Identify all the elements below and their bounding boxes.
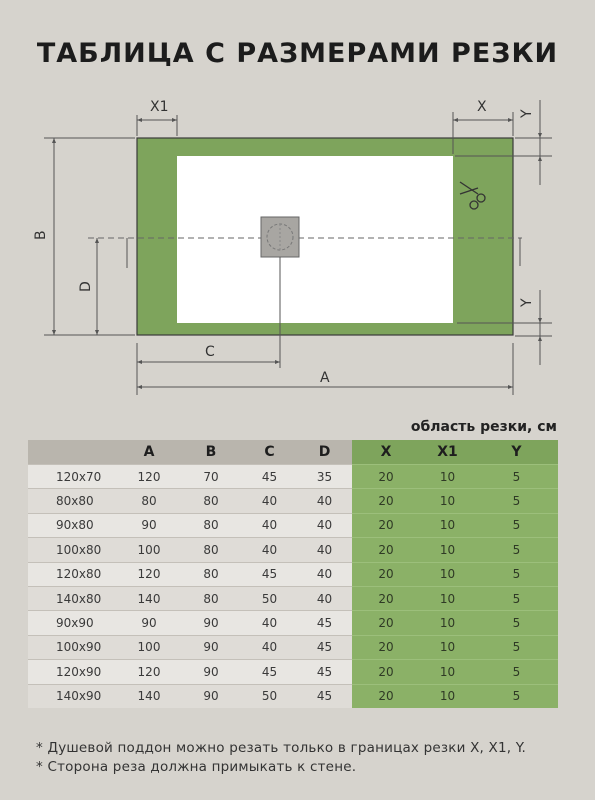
table-cell: 5 [475,489,558,513]
table-cell: 20 [352,635,420,659]
table-cell: 10 [420,513,475,537]
table-cell: 5 [475,684,558,708]
table-cell: 70 [180,465,242,489]
table-cell: 40 [297,538,352,562]
table-row [28,660,558,684]
table-body [28,465,558,708]
page-title: ТАБЛИЦА С РАЗМЕРАМИ РЕЗКИ [36,38,559,69]
table-cell: 10 [420,489,475,513]
table-cell-size: 140x90 [28,684,118,708]
header-x1: X1 [420,440,475,465]
table-row [28,465,558,489]
table-cell: 40 [242,489,297,513]
label-y-top: Y [519,109,535,118]
table-cell: 20 [352,489,420,513]
table-row [28,562,558,586]
table-cell: 10 [420,538,475,562]
table-cell: 120 [118,562,180,586]
table-cell: 5 [475,611,558,635]
table-cell: 45 [242,465,297,489]
table-cell: 10 [420,586,475,610]
table-cell: 80 [118,489,180,513]
label-y-bottom: Y [519,298,535,307]
table-cell: 50 [242,684,297,708]
table-cell: 45 [297,660,352,684]
table-cell-size: 100x90 [28,635,118,659]
table-cell: 90 [180,611,242,635]
table-cell: 20 [352,513,420,537]
header-a: A [118,440,180,465]
table-cell: 45 [297,684,352,708]
table-cell: 20 [352,611,420,635]
table-cell: 40 [297,562,352,586]
table-cell: 90 [180,660,242,684]
table-cell-size: 140x80 [28,586,118,610]
table-cell: 100 [118,635,180,659]
table-cell: 45 [297,611,352,635]
header-size [28,440,118,465]
table-cell: 140 [118,684,180,708]
header-b: B [180,440,242,465]
table-cell: 10 [420,660,475,684]
table-cell: 100 [118,538,180,562]
cut-area-caption: область резки, см [410,419,557,435]
table-cell: 10 [420,611,475,635]
table-row [28,538,558,562]
label-x1: X1 [150,99,169,115]
dimensions-table [28,440,558,708]
table-row [28,611,558,635]
table-cell: 80 [180,513,242,537]
label-b: B [33,230,49,240]
table-cell: 20 [352,562,420,586]
table-cell-size: 120x80 [28,562,118,586]
table-cell: 20 [352,465,420,489]
table-cell-size: 100x80 [28,538,118,562]
table-cell: 20 [352,538,420,562]
table-cell: 120 [118,660,180,684]
table-row [28,586,558,610]
table-cell: 80 [180,586,242,610]
label-c: C [205,344,215,360]
usable-area [177,156,453,323]
header-y: Y [475,440,558,465]
header-d: D [297,440,352,465]
table-cell: 140 [118,586,180,610]
table-cell: 40 [242,635,297,659]
table-cell: 10 [420,465,475,489]
table-cell: 90 [118,513,180,537]
table-cell-size: 120x70 [28,465,118,489]
table-cell: 80 [180,562,242,586]
table-cell: 10 [420,562,475,586]
table-row [28,635,558,659]
table-cell: 45 [242,562,297,586]
table-cell: 90 [118,611,180,635]
table-cell: 40 [242,611,297,635]
table-cell: 5 [475,562,558,586]
table-cell-size: 80x80 [28,489,118,513]
table-cell: 90 [180,635,242,659]
table-cell: 5 [475,660,558,684]
table-cell: 40 [242,513,297,537]
table-cell-size: 90x90 [28,611,118,635]
table-cell: 40 [297,489,352,513]
table-cell: 20 [352,684,420,708]
table-cell-size: 120x90 [28,660,118,684]
table-cell-size: 90x80 [28,513,118,537]
table-cell: 80 [180,538,242,562]
table-cell: 5 [475,586,558,610]
label-a: A [320,370,330,386]
table-cell: 40 [297,513,352,537]
label-x: X [477,99,487,115]
table-cell: 45 [242,660,297,684]
table-cell: 20 [352,660,420,684]
table-cell: 5 [475,538,558,562]
header-x: X [352,440,420,465]
table-cell: 10 [420,635,475,659]
table-cell: 5 [475,635,558,659]
table-cell: 90 [180,684,242,708]
table-cell: 40 [242,538,297,562]
note-cut-limits: * Душевой поддон можно резать только в границах резки X, X1, Y. [36,740,526,756]
table-cell: 5 [475,513,558,537]
header-c: C [242,440,297,465]
table-cell: 5 [475,465,558,489]
table-cell: 45 [297,635,352,659]
table-cell: 20 [352,586,420,610]
note-wall-side: * Сторона реза должна примыкать к стене. [36,759,357,775]
label-d: D [78,281,94,292]
table-cell: 50 [242,586,297,610]
table-cell: 80 [180,489,242,513]
table-row [28,684,558,708]
table-row [28,489,558,513]
table-cell: 10 [420,684,475,708]
table-cell: 40 [297,586,352,610]
table-row [28,513,558,537]
table-header-row [28,440,558,465]
table-cell: 120 [118,465,180,489]
table-cell: 35 [297,465,352,489]
